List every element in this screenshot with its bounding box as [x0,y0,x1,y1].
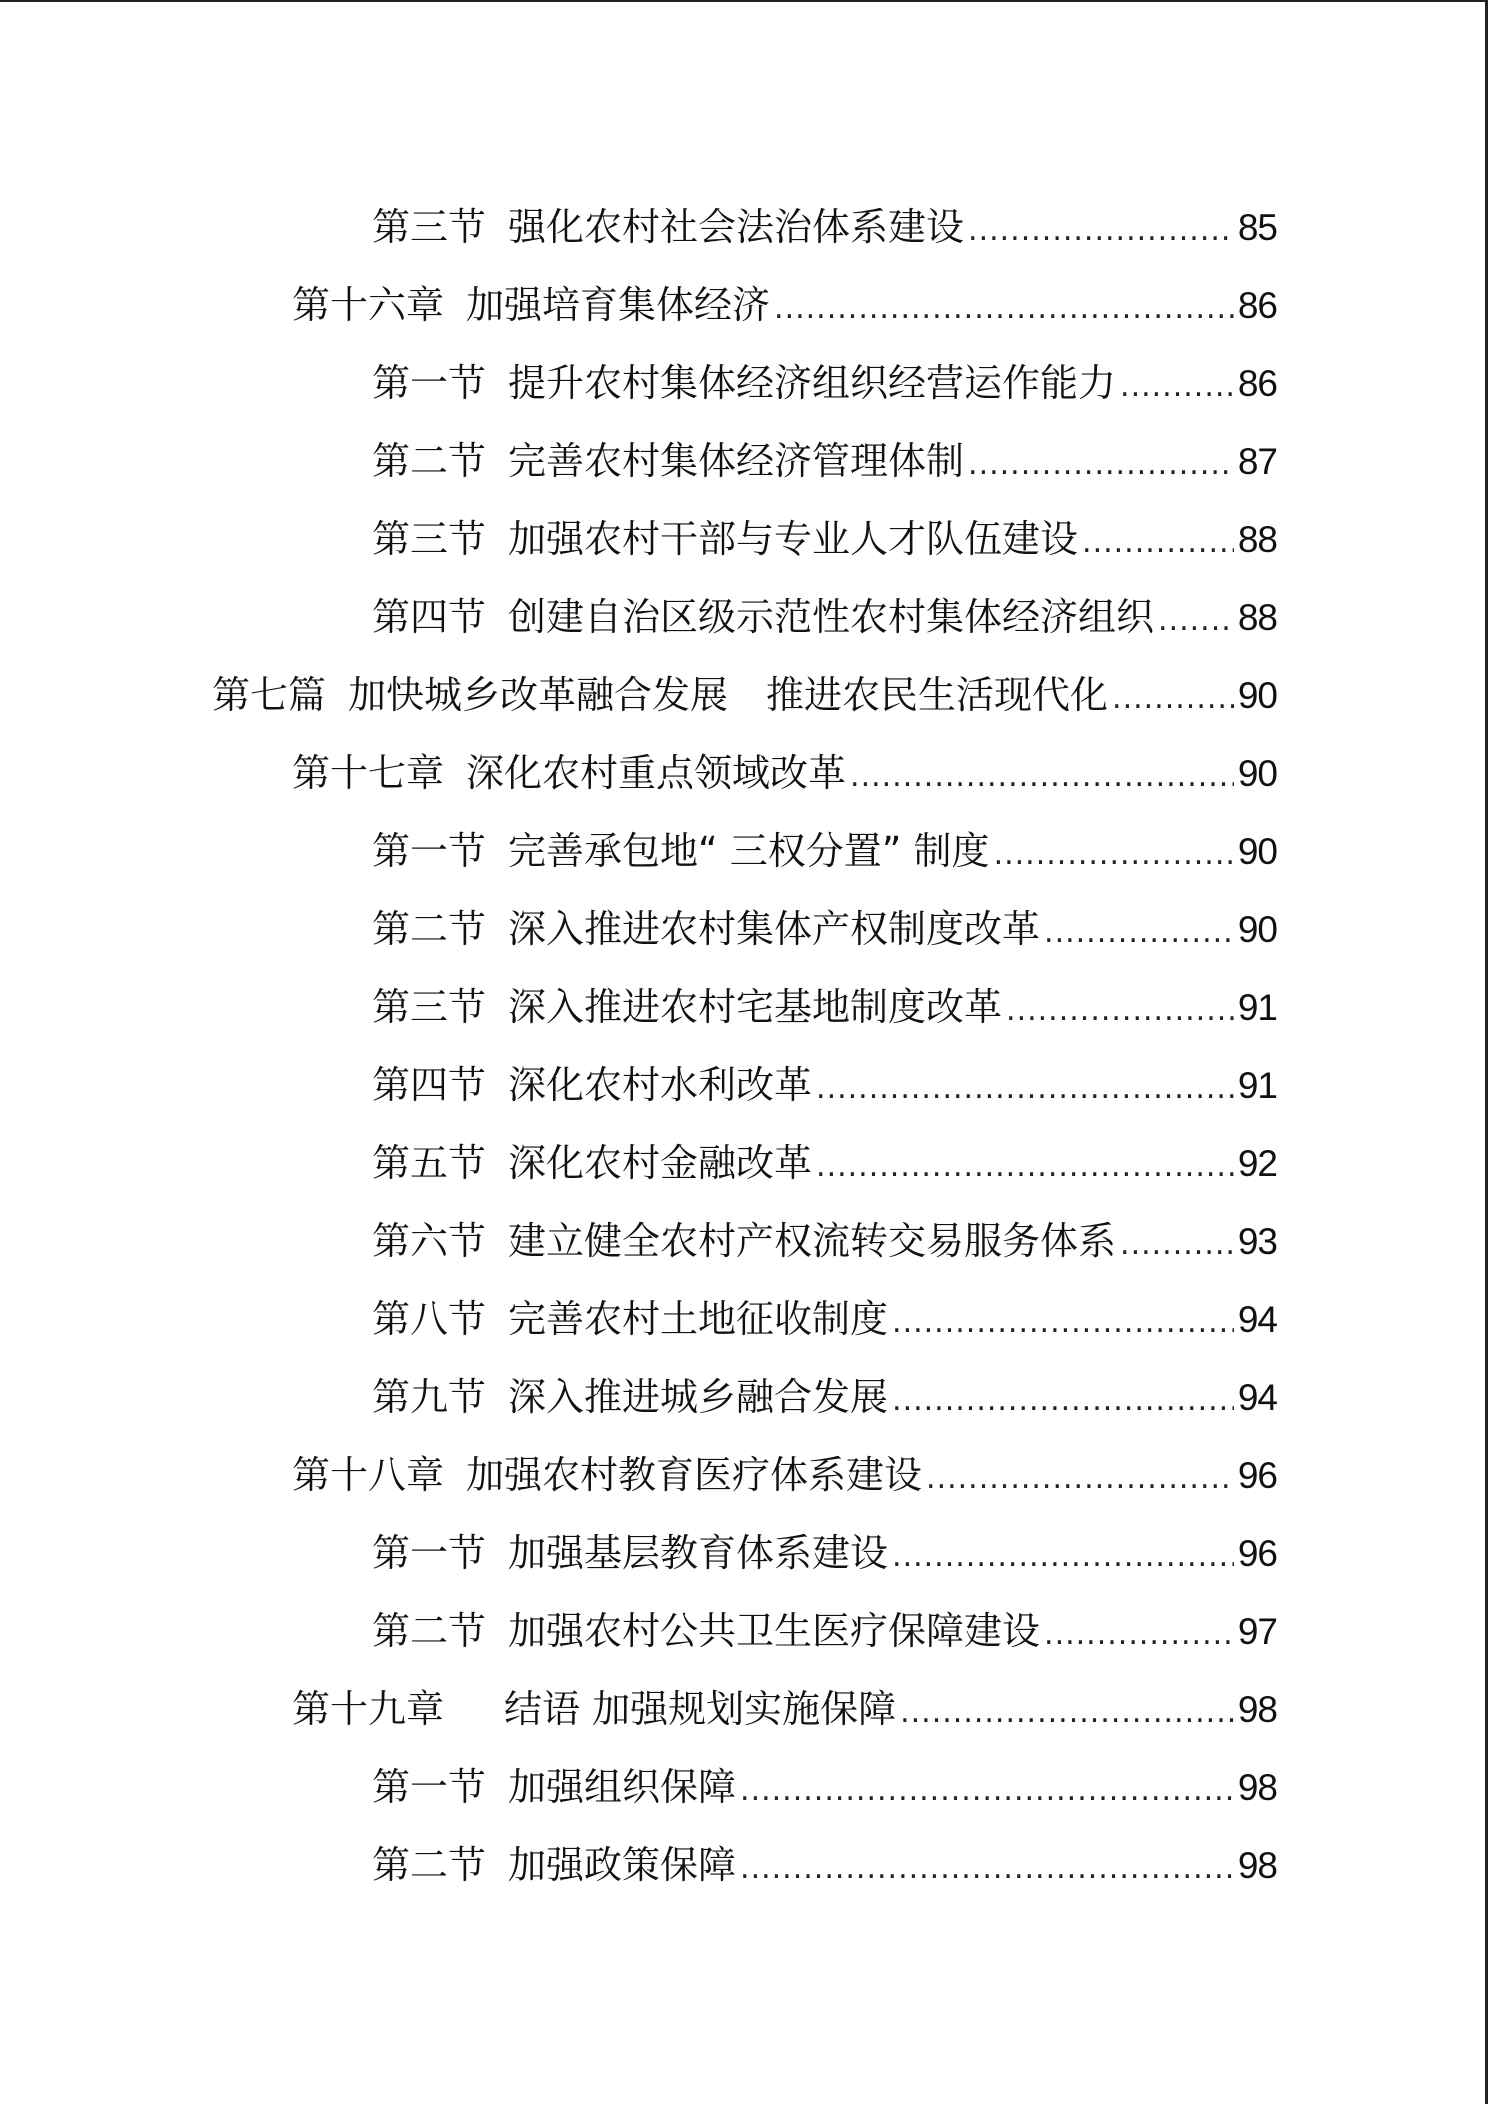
toc-entry-number: 第三节 [372,985,487,1029]
toc-entry-page: 97 [1237,1611,1277,1652]
toc-entry-number: 第十八章 [292,1453,445,1497]
toc-dot-leader [816,1128,1234,1206]
toc-entry-page: 85 [1237,207,1277,248]
toc-entry-title: 深入推进农村集体产权制度改革 [508,907,1041,951]
toc-dot-leader [900,1674,1234,1752]
toc-entry-number: 第十九章 [292,1687,445,1731]
toc-dot-leader [1006,972,1234,1050]
toc-dot-leader [1044,894,1234,972]
toc-entry-title: 强化农村社会法治体系建设 [508,205,965,249]
toc-entry-number: 第十六章 [292,283,445,327]
toc-entry-page: 90 [1237,909,1277,950]
toc-entry[interactable] [372,968,1277,1046]
toc-entry[interactable] [372,1280,1277,1358]
toc-entry-page: 90 [1237,675,1277,716]
toc-entry-title: 加强农村干部与专业人才队伍建设 [508,517,1079,561]
toc-entry-number: 第一节 [372,1531,487,1575]
toc-entry[interactable] [372,1202,1277,1280]
toc-entry-number: 第二节 [372,1609,487,1653]
toc-entry[interactable] [372,1748,1277,1826]
toc-entry-title: 提升农村集体经济组织经营运作能力 [508,361,1117,405]
toc-entry-title: 加快城乡改革融合发展 推进农民生活现代化 [348,673,1109,717]
toc-entry-title: 完善农村集体经济管理体制 [508,439,965,483]
toc-entry-number: 第六节 [372,1219,487,1263]
toc-entry-number: 第二节 [372,1843,487,1887]
toc-entry-title: 加强组织保障 [508,1765,737,1809]
toc-dot-leader [1158,582,1234,660]
toc-entry-title: 结语 加强规划实施保障 [466,1687,897,1731]
toc-dot-leader [1120,348,1234,426]
toc-dot-leader [1082,504,1234,582]
toc-dot-leader [892,1518,1234,1596]
toc-entry-page: 96 [1237,1455,1277,1496]
toc-dot-leader [892,1284,1234,1362]
toc-entry-number: 第一节 [372,361,487,405]
toc-entry[interactable] [292,1670,1277,1748]
toc-entry-title: 建立健全农村产权流转交易服务体系 [508,1219,1117,1263]
toc-entry-title: 完善承包地“ 三权分置” 制度 [508,829,990,873]
toc-entry-page: 98 [1237,1845,1277,1886]
toc-dot-leader [1120,1206,1234,1284]
toc-entry[interactable] [372,812,1277,890]
toc-entry-title: 深化农村重点领域改革 [466,751,847,795]
toc-entry-page: 96 [1237,1533,1277,1574]
toc-entry-title: 深化农村金融改革 [508,1141,813,1185]
toc-entry-number: 第十七章 [292,751,445,795]
toc-entry-title: 深入推进城乡融合发展 [508,1375,889,1419]
toc-entry[interactable] [372,890,1277,968]
toc-entry-page: 98 [1237,1689,1277,1730]
toc-entry-number: 第一节 [372,1765,487,1809]
toc-dot-leader [892,1362,1234,1440]
toc-entry-number: 第四节 [372,1063,487,1107]
toc-entry[interactable] [372,188,1277,266]
toc-entry-page: 93 [1237,1221,1277,1262]
toc-entry-number: 第五节 [372,1141,487,1185]
toc-entry-title: 创建自治区级示范性农村集体经济组织 [508,595,1155,639]
toc-entry[interactable] [372,1124,1277,1202]
toc-entry-number: 第八节 [372,1297,487,1341]
toc-entry-page: 98 [1237,1767,1277,1808]
toc-entry-page: 87 [1237,441,1277,482]
toc-entry-page: 86 [1237,285,1277,326]
toc-entry-page: 94 [1237,1299,1277,1340]
toc-entry-title: 加强政策保障 [508,1843,737,1887]
toc-entry-page: 90 [1237,831,1277,872]
toc-entry-page: 92 [1237,1143,1277,1184]
toc-entry-number: 第三节 [372,205,487,249]
toc-entry-page: 94 [1237,1377,1277,1418]
toc-entry-title: 加强农村教育医疗体系建设 [466,1453,923,1497]
toc-entry-title: 深化农村水利改革 [508,1063,813,1107]
toc-entry-title: 加强农村公共卫生医疗保障建设 [508,1609,1041,1653]
toc-entry-page: 86 [1237,363,1277,404]
toc-entry[interactable] [212,656,1277,734]
toc-dot-leader [926,1440,1234,1518]
toc-entry[interactable] [292,1436,1277,1514]
toc-entry-page: 88 [1237,597,1277,638]
toc-entry-number: 第二节 [372,907,487,951]
toc-entry-title: 深入推进农村宅基地制度改革 [508,985,1003,1029]
toc-entry-number: 第七篇 [212,673,327,717]
toc-dot-leader [968,192,1234,270]
toc-dot-leader [1112,660,1234,738]
toc-entry[interactable] [372,500,1277,578]
toc-entry[interactable] [372,1046,1277,1124]
toc-entry[interactable] [372,578,1277,656]
toc-entry-title: 加强基层教育体系建设 [508,1531,889,1575]
toc-entry-number: 第一节 [372,829,487,873]
toc-entry[interactable] [372,1514,1277,1592]
toc-entry-number: 第二节 [372,439,487,483]
toc-dot-leader [850,738,1234,816]
toc-entry[interactable] [372,1358,1277,1436]
toc-entry-number: 第四节 [372,595,487,639]
toc-entry[interactable] [372,422,1277,500]
toc-dot-leader [740,1752,1234,1830]
page-top-border [0,0,1488,2]
toc-dot-leader [968,426,1234,504]
toc-entry[interactable] [372,1826,1277,1904]
toc-dot-leader [816,1050,1234,1128]
toc-entry[interactable] [292,734,1277,812]
toc-entry-page: 91 [1237,1065,1277,1106]
toc-entry[interactable] [372,1592,1277,1670]
toc-dot-leader [1044,1596,1234,1674]
toc-entry-page: 91 [1237,987,1277,1028]
toc-dot-leader [774,270,1234,348]
toc-entry-number: 第三节 [372,517,487,561]
toc-dot-leader [994,816,1234,894]
toc-dot-leader [740,1830,1234,1908]
toc-entry[interactable] [372,344,1277,422]
toc-entry-number: 第九节 [372,1375,487,1419]
toc-entry-page: 88 [1237,519,1277,560]
toc-entry-title: 加强培育集体经济 [466,283,771,327]
toc-entry-page: 90 [1237,753,1277,794]
toc-entry-title: 完善农村土地征收制度 [508,1297,889,1341]
toc-entry[interactable] [292,266,1277,344]
